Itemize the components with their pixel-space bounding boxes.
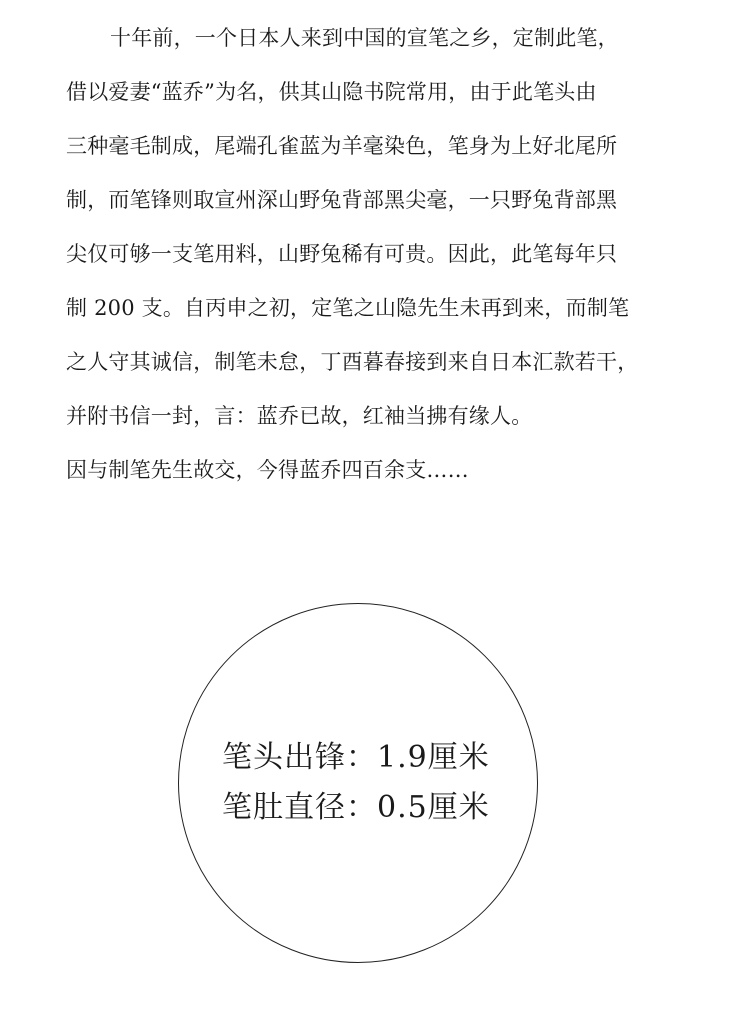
paragraph-line: 制，而笔锋则取宣州深山野兔背部黑尖毫，一只野兔背部黑 bbox=[66, 188, 618, 212]
paragraph-line: 因与制笔先生故交，今得蓝乔四百余支…… bbox=[66, 458, 469, 482]
paragraph-line: 制 200 支。自丙申之初，定笔之山隐先生未再到来，而制笔 bbox=[66, 296, 630, 320]
paragraph-line: 十年前，一个日本人来到中国的宣笔之乡，定制此笔， bbox=[110, 26, 619, 50]
belly-diameter-spec: 笔肚直径：0.5厘米 bbox=[222, 790, 490, 825]
tip-length-spec: 笔头出锋：1.9厘米 bbox=[222, 740, 490, 775]
brush-specs bbox=[222, 733, 542, 833]
paragraph-line: 三种毫毛制成，尾端孔雀蓝为羊毫染色，笔身为上好北尾所 bbox=[66, 134, 618, 158]
paragraph-line: 尖仅可够一支笔用料，山野兔稀有可贵。因此，此笔每年只 bbox=[66, 242, 618, 266]
story-paragraph bbox=[66, 18, 676, 504]
paragraph-line: 并附书信一封，言：蓝乔已故，红袖当拂有缘人。 bbox=[66, 404, 533, 428]
paragraph-line: 之人守其诚信，制笔未怠，丁酉暮春接到来自日本汇款若干， bbox=[66, 350, 639, 374]
paragraph-line: 借以爱妻“蓝乔”为名，供其山隐书院常用，由于此笔头由 bbox=[66, 80, 597, 104]
